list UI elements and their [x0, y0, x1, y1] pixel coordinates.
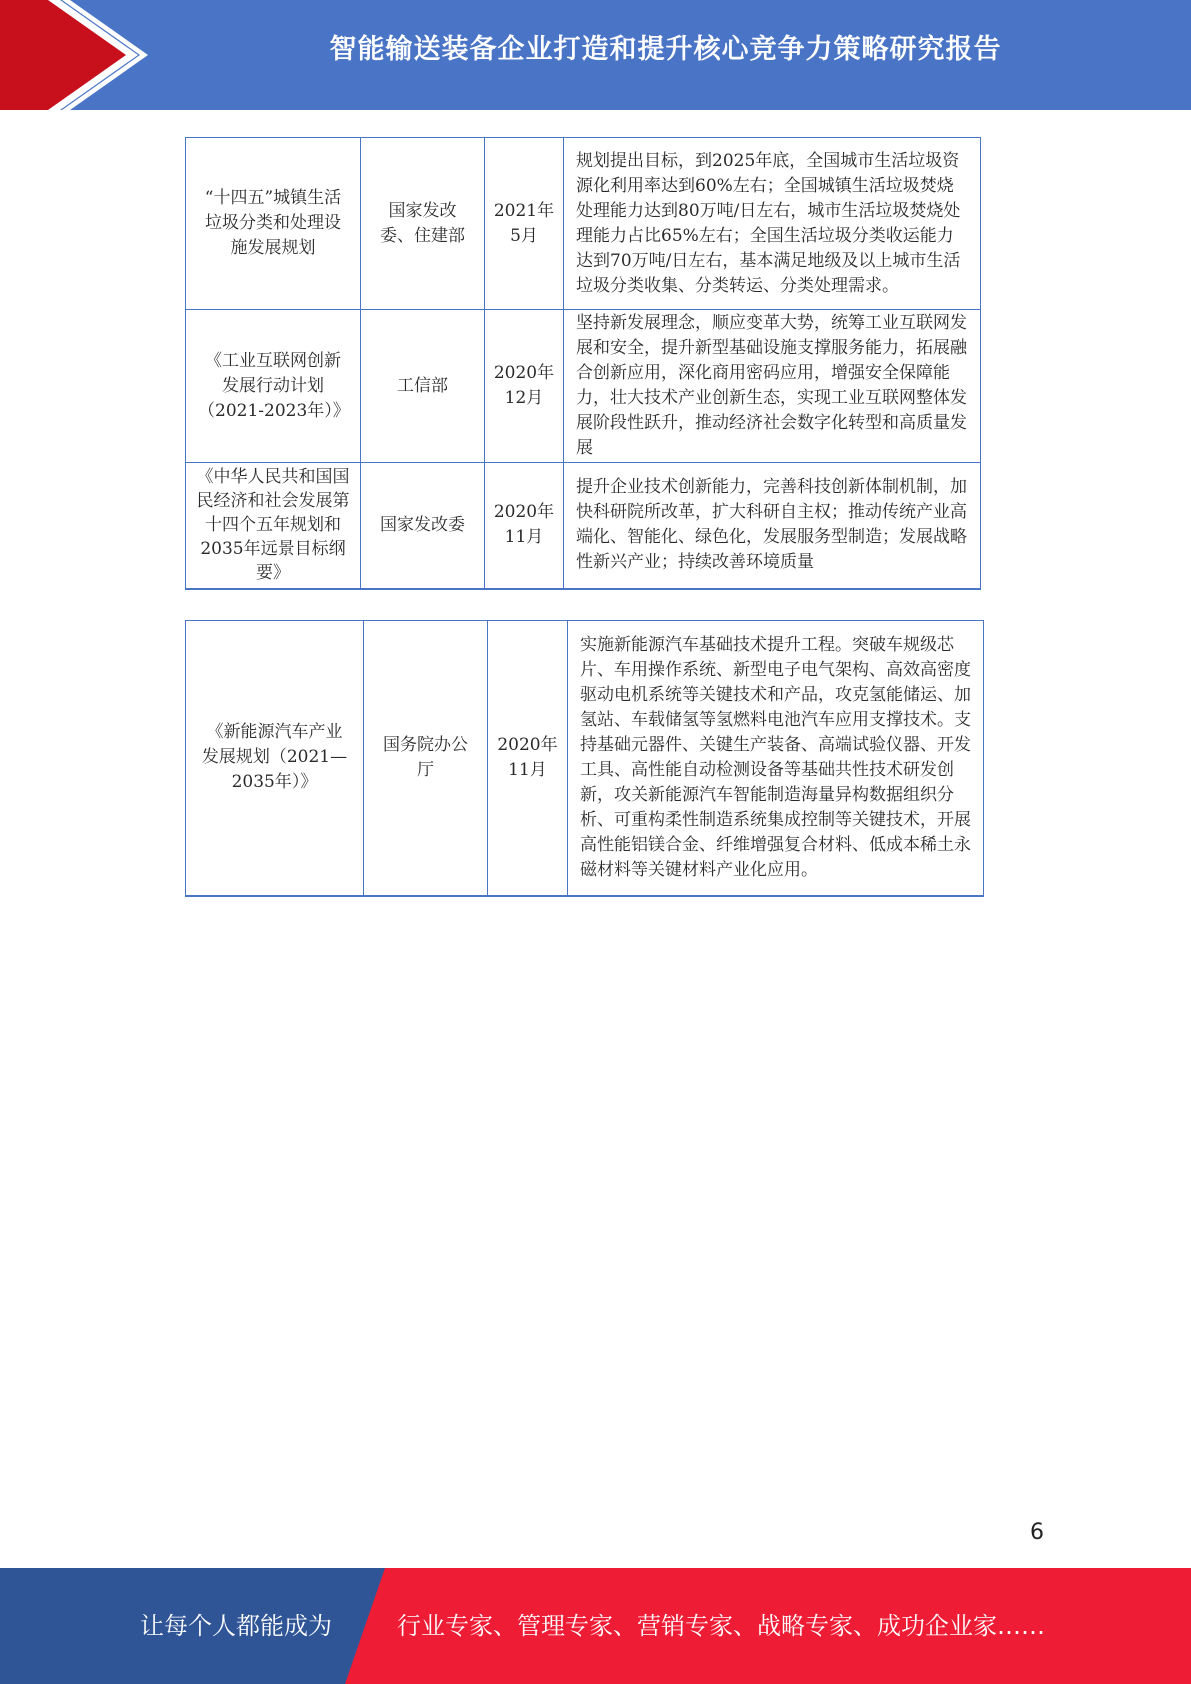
page-footer: [0, 1568, 1191, 1684]
page-header: [0, 0, 1191, 110]
policy-table-1: [185, 137, 981, 590]
content-cell: 坚持新发展理念，顺应变革大势，统筹工业互联网发展和安全，提升新型基础设施支撑服务能力，拓展融合创新应用，深化商用密码应用，增强安全保障能力，壮大技术产业创新生态，实现工业互联网整体发展阶段性跃升，推动经济社会数字化转型和高质量发展: [564, 310, 981, 463]
department-cell: 国家发改委: [361, 463, 485, 589]
date-cell: 2020年11月: [485, 463, 564, 589]
content-cell: 实施新能源汽车基础技术提升工程。突破车规级芯片、车用操作系统、新型电子电气架构、高效高密度驱动电机系统等关键技术和产品，攻克氢能储运、加氢站、车载储氢等氢燃料电池汽车应用支撑技术。支持基础元器件、关键生产装备、高端试验仪器、开发工具、高性能自动检测设备等基础共性技术研发创新，攻关新能源汽车智能制造海量异构数据组织分析、可重构柔性制造系统集成控制等关键技术，开展高性能铝镁合金、纤维增强复合材料、低成本稀土永磁材料等关键材料产业化应用。: [568, 621, 984, 896]
policy-name-cell: “十四五”城镇生活垃圾分类和处理设施发展规划: [186, 138, 361, 310]
policy-name-cell: 《中华人民共和国国民经济和社会发展第十四个五年规划和2035年远景目标纲要》: [186, 463, 361, 589]
department-cell: 国务院办公厅: [364, 621, 488, 896]
table-row: [186, 310, 981, 463]
table-row: [186, 463, 981, 589]
footer-slogan-left: 让每个人都能成为: [140, 1612, 332, 1640]
table-row: [186, 138, 981, 310]
document-title: 智能输送装备企业打造和提升核心竞争力策略研究报告: [329, 34, 1002, 65]
date-cell: 2020年11月: [488, 621, 568, 896]
page-number: 6: [1030, 1520, 1044, 1545]
content-cell: 规划提出目标，到2025年底，全国城市生活垃圾资源化利用率达到60%左右；全国城镇生活垃圾焚烧处理能力达到80万吨/日左右，城市生活垃圾焚烧处理能力占比65%左右；全国生活垃圾分类收运能力达到70万吨/日左右，基本满足地级及以上城市生活垃圾分类收集、分类转运、分类处理需求。: [564, 138, 981, 310]
table-row: [186, 621, 984, 896]
policy-table-2: [185, 620, 984, 897]
policy-name-cell: 《工业互联网创新发展行动计划（2021-2023年）》: [186, 310, 361, 463]
department-cell: 国家发改委、住建部: [361, 138, 485, 310]
footer-slogan-right: 行业专家、管理专家、营销专家、战略专家、成功企业家……: [397, 1612, 1045, 1640]
content-cell: 提升企业技术创新能力，完善科技创新体制机制，加快科研院所改革，扩大科研自主权；推动传统产业高端化、智能化、绿色化，发展服务型制造；发展战略性新兴产业；持续改善环境质量: [564, 463, 981, 589]
header-chevron-decoration: [0, 0, 160, 110]
date-cell: 2021年5月: [485, 138, 564, 310]
department-cell: 工信部: [361, 310, 485, 463]
policy-name-cell: 《新能源汽车产业发展规划（2021—2035年）》: [186, 621, 364, 896]
date-cell: 2020年12月: [485, 310, 564, 463]
